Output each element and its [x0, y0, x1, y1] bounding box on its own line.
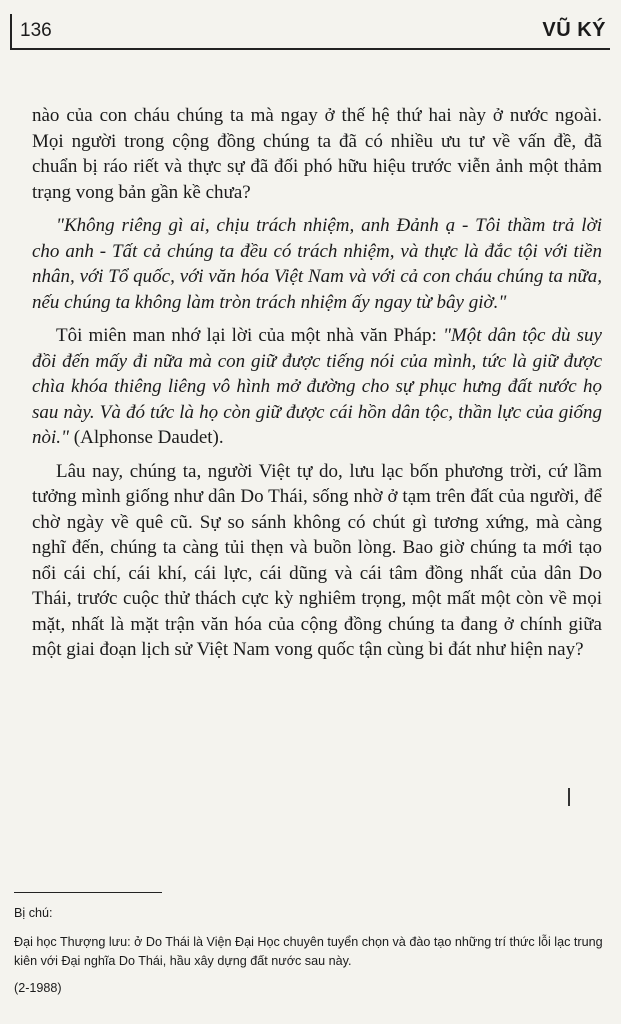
paragraph-daudet: [32, 323, 602, 451]
header-left-rule: [10, 14, 12, 48]
footnote-heading: Bị chú:: [14, 906, 53, 920]
pen-mark: [568, 788, 570, 806]
paragraph-quote: "Không riêng gì ai, chịu trách nhiệm, anh Đảnh ạ - Tôi thầm trả lời cho anh - Tất cả chúng ta đều có trách nhiệm, và thực là đắc tội với tiền nhân, với Tổ quốc, với văn hóa Việt Nam và với cả con cháu chúng ta nữa, nếu chúng ta không làm tròn trách nhiệm ấy ngay từ bây giờ.": [32, 215, 602, 313]
body-text: [32, 103, 602, 663]
running-title: VŨ KÝ: [542, 19, 606, 41]
page-number: 136: [20, 20, 52, 41]
quote-source: (Alphonse Daudet).: [69, 427, 224, 448]
paragraph-continuation: nào của con cháu chúng ta mà ngay ở thế hệ thứ hai này ở nước ngoài. Mọi người trong cộng đồng chúng ta đã có nhiều ưu tư về vấn đề, đã chuẩn bị ráo riết và thực sự đã đối phó hữu hiệu trước viễn ảnh một thảm trạng vong bản gần kề chưa?: [32, 105, 602, 203]
daudet-quote: "Một dân tộc dù suy đồi đến mấy đi nữa mà con giữ được tiếng nói của mình, tức là giữ được chìa khóa thiêng liêng vô hình mở đường cho sự phục hưng đất nước họ sau này. Và đó tức là họ còn giữ được cái hồn dân tộc, thần lực của giống nòi.": [32, 325, 602, 448]
footnote-date: (2-1988): [14, 981, 62, 995]
footnote-text: Đại học Thượng lưu: ở Do Thái là Viện Đại Học chuyên tuyển chọn và đào tạo những trí thức lỗi lạc trung kiên với Đại nghĩa Do Thái, hầu xây dựng đất nước sau này.: [14, 935, 603, 968]
footnote-rule: [14, 892, 162, 893]
page-header: [10, 14, 610, 50]
paragraph-intro: Tôi miên man nhớ lại lời của một nhà văn Pháp:: [56, 325, 443, 346]
paragraph-closing: Lâu nay, chúng ta, người Việt tự do, lưu lạc bốn phương trời, cứ lầm tưởng mình giống như dân Do Thái, sống nhờ ở tạm trên đất của người, để chờ ngày về quê cũ. Sự so sánh không có chút gì tương xứng, mà càng nghĩ đến, chúng ta càng tủi thẹn và buồn lòng. Bao giờ chúng ta mới tạo nổi cái chí, cái khí, cái lực, cái dũng và cái tâm đồng nhất của dân Do Thái, trước cuộc thử thách cực kỳ nghiêm trọng, một mất một còn về mọi mặt, nhất là mặt trận văn hóa của cộng đồng chúng ta đang ở chính giữa một giai đoạn lịch sử Việt Nam vong quốc tận cùng bi đát như hiện nay?: [32, 460, 602, 660]
footnotes: [14, 904, 604, 998]
